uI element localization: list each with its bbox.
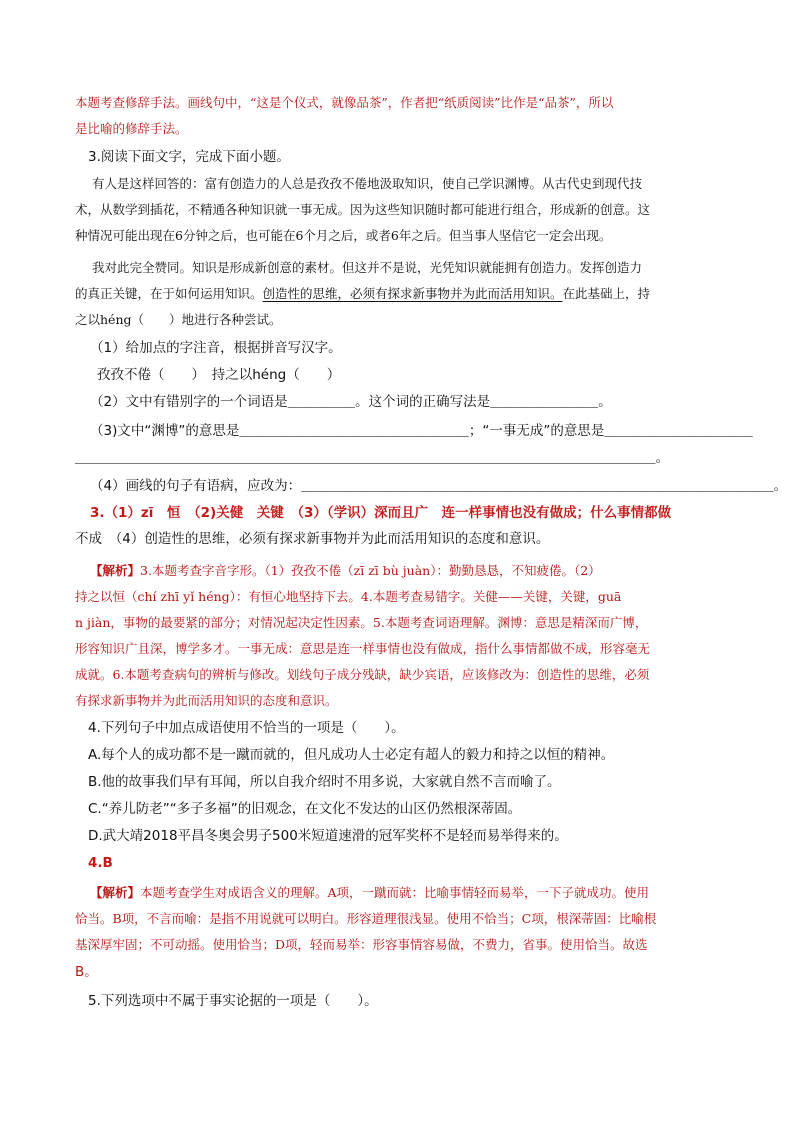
sub-question: （1）给加点的字注音，根据拼音写汉字。 [90,340,342,356]
sub-question: （2）文中有错别字的一个词语是＿＿＿＿＿。这个词的正确写法是＿＿＿＿＿＿＿＿。 [90,394,612,410]
analysis-line: B。 [75,964,98,980]
underlined-sentence: 创造性的思维，必须有探求新事物并为此而活用知识。 [262,286,563,301]
analysis-line: 形容知识广且深，博学多才。一事无成：意思是连一样事情也没有做成，指什么事情都做不成，形容毫无 [75,641,651,656]
option-d: D.武大靖2018平昌冬奥会男子500米短道速滑的冠军奖杯不是轻而易举得来的。 [88,828,568,844]
passage-line: 有人是这样回答的：富有创造力的人总是孜孜不倦地汲取知识，使自己学识渊博。从古代史到现代技 [92,176,643,191]
explanation-line: 是比喻的修辞手法。 [75,121,188,136]
fill-blank-line: 孜孜不倦（ ） 持之以héng（ ） [97,367,341,383]
option-a: A.每个人的成功都不是一蹴而就的，但凡成功人士必定有超人的毅力和持之以恒的精神。 [88,747,615,763]
question-title: 3.阅读下面文字，完成下面小题。 [88,149,290,165]
analysis-text: 本题考查学生对成语含义的理解。A项，一蹴而就：比喻事情轻而易举，一下子就成功。使用 [140,885,650,900]
analysis-line: 基深厚牢固；不可动摇。使用恰当；D项，轻而易举：形容事情容易做，不费力，省事。使用恰当。故选 [75,937,648,952]
passage-text: 在此基础上，持 [562,286,651,301]
sub-question: （4）画线的句子有语病，应改为：＿＿＿＿＿＿＿＿＿＿＿＿＿＿＿＿＿＿＿＿＿＿＿＿＿＿＿＿＿＿＿＿＿＿＿。 [90,478,788,494]
question-title: 4.下列句子中加点成语使用不恰当的一项是（ ）。 [88,720,405,736]
analysis-line [90,565,601,578]
passage-line: 我对此完全赞同。知识是形成新创意的素材。但这并不是说，光凭知识就能拥有创造力。发挥创造力 [92,260,643,275]
answer-text: 4.B [88,855,113,871]
answer-text: 3.（1）zī 恒 （2)关健 关键 （3）（学识）深而且广 连一样事情也没有做成；什么事情都做 [90,505,672,521]
answer-line: 不成 （4）创造性的思维，必须有探求新事物并为此而活用知识的态度和意识。 [75,531,550,547]
analysis-line: n jiàn，事物的最要紧的部分；对情况起决定性因素。5.本题考查词语理解。渊博：意思是精深而广博， [75,615,648,630]
analysis-text: 3.本题考查字音字形。（1）孜孜不倦（zī zī bù juàn）：勤勤恳恳，不知疲倦。（2） [140,563,601,578]
sub-question: （3)文中“渊博”的意思是＿＿＿＿＿＿＿＿＿＿＿＿＿＿＿＿＿；“一事无成”的意思是＿＿＿＿＿＿＿＿＿＿＿ [90,423,753,439]
analysis-line: 恰当。B项，不言而喻：是指不用说就可以明白。形容道理很浅显。使用不恰当；C项，根深蒂固：比喻根 [75,911,657,926]
analysis-tag: 【解析】 [90,885,141,900]
analysis-line [90,887,649,900]
fill-blank-line: ＿＿＿＿＿＿＿＿＿＿＿＿＿＿＿＿＿＿＿＿＿＿＿＿＿＿＿＿＿＿＿＿＿＿＿＿＿＿＿＿＿＿＿。 [75,450,669,466]
passage-line: 之以héng（ ）地进行各种尝试。 [75,312,282,327]
analysis-line: 有探求新事物并为此而活用知识的态度和意识。 [75,693,338,708]
answer-line [90,507,671,521]
question-title: 5.下列选项中不属于事实论据的一项是（ ）。 [88,993,378,1009]
explanation-line: 本题考查修辞手法。画线句中，“这是个仪式，就像品茶”，作者把“纸质阅读”比作是“品茶”，所以 [75,95,614,110]
passage-line: 种情况可能出现在6分钟之后，也可能在6个月之后，或者6年之后。但当事人坚信它一定会出现。 [75,228,612,243]
option-b: B.他的故事我们早有耳闻，所以自我介绍时不用多说，大家就自然不言而喻了。 [88,774,561,790]
passage-line: 术，从数学到插花，不精通各种知识就一事无成。因为这些知识随时都可能进行组合，形成新的创意。这 [75,202,651,217]
passage-text: 的真正关键，在于如何运用知识。 [75,286,263,301]
option-c: C.“养儿防老”“多子多福”的旧观念，在文化不发达的山区仍然根深蒂固。 [88,801,522,817]
analysis-tag: 【解析】 [90,563,141,578]
analysis-line: 成就。6.本题考查病句的辨析与修改。划线句子成分残缺，缺少宾语，应该修改为：创造性的思维，必须 [75,667,650,682]
passage-line [75,288,650,301]
analysis-line: 持之以恒（chí zhī yǐ héng）：有恒心地坚持下去。4.本题考查易错字。关健——关键，关键，guā [75,589,622,604]
